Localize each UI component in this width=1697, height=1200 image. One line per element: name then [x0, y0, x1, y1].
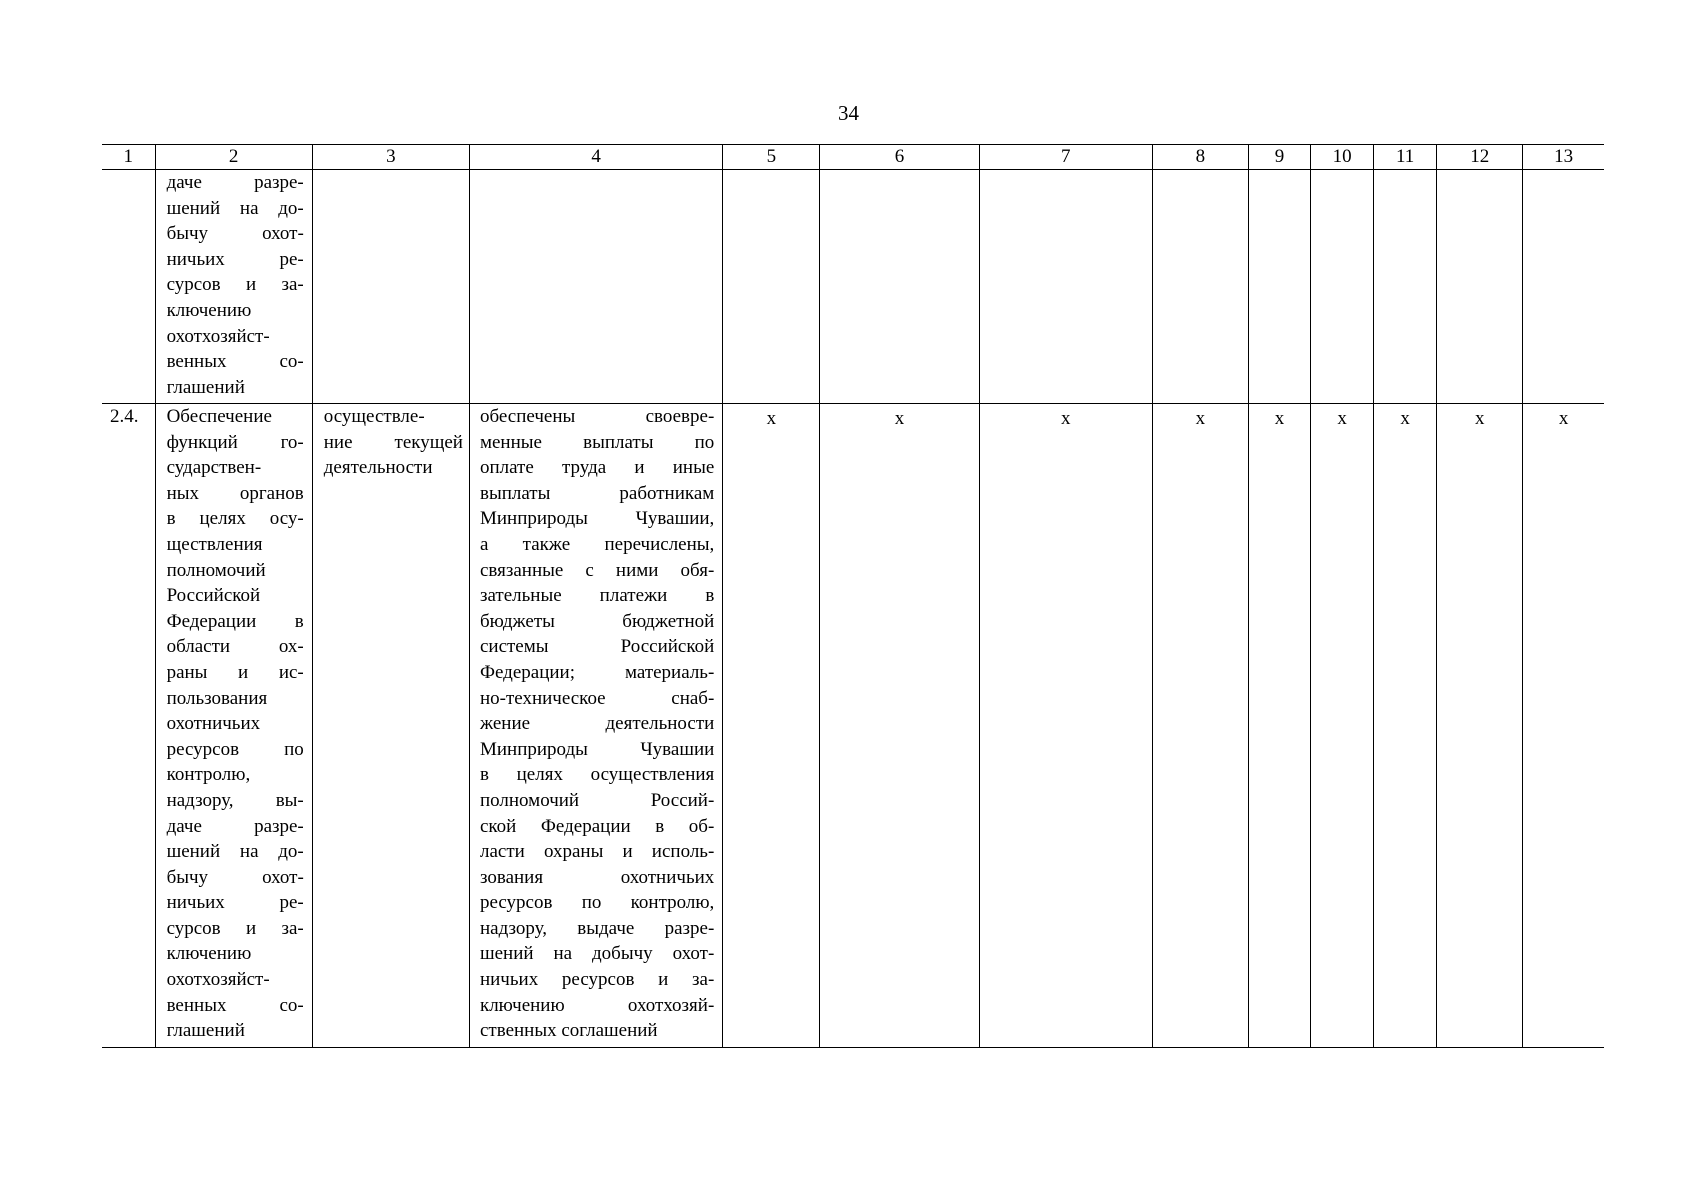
mark-cell	[820, 170, 979, 404]
text-line: менные выплаты по	[479, 431, 715, 453]
header-cell: 3	[312, 145, 469, 170]
text-line: связанные с ними обя-	[479, 559, 715, 581]
text-line: венных со-	[166, 351, 304, 373]
mark-cell: х	[1523, 404, 1604, 1048]
text-line: шений на до-	[166, 197, 304, 219]
text-line: полномочий Россий-	[479, 789, 715, 811]
header-cell: 12	[1437, 145, 1523, 170]
text-line: сударствен-	[166, 457, 262, 479]
text-line: надзору, вы-	[166, 789, 304, 811]
text-line: ничьих ресурсов и за-	[479, 969, 715, 991]
table-header-row	[102, 145, 1604, 170]
mark-cell: х	[723, 404, 820, 1048]
page-number: 34	[838, 101, 859, 125]
mark-cell	[1523, 170, 1604, 404]
text-line: сурсов и за-	[166, 917, 304, 939]
text-line: выплаты работникам	[479, 482, 715, 504]
text-line: деятельности	[323, 457, 433, 479]
text-line: ключению охотхозяй-	[479, 994, 715, 1016]
text-line: зательные платежи в	[479, 585, 715, 607]
mark-cell	[1248, 170, 1310, 404]
text-line: ных органов	[166, 482, 304, 504]
text-line: в целях осуществления	[479, 764, 715, 786]
table-row	[102, 404, 1604, 1048]
text-line: Российской	[166, 585, 261, 607]
text-line: ственных соглашений	[479, 1020, 658, 1042]
text-line: охотничьих	[166, 713, 261, 735]
mark-cell	[1152, 170, 1248, 404]
text-line: жение деятельности	[479, 713, 715, 735]
text-line: ресурсов по контролю,	[479, 892, 715, 914]
text-line: раны и ис-	[166, 661, 304, 683]
text-line: ничьих ре-	[166, 248, 304, 270]
text-line: в целях осу-	[166, 508, 304, 530]
text-line: ласти охраны и исполь-	[479, 841, 715, 863]
mark-cell: х	[1311, 404, 1374, 1048]
text-line: ключению	[166, 943, 252, 965]
text-line: глашений	[166, 1020, 245, 1042]
text-line: оплате труда и иные	[479, 457, 715, 479]
text-line: сурсов и за-	[166, 274, 304, 296]
mark-cell: х	[820, 404, 979, 1048]
text-line: пользования	[166, 687, 268, 709]
text-line: шений на добычу охот-	[479, 943, 715, 965]
mark-cell: х	[1248, 404, 1310, 1048]
data-table	[102, 144, 1604, 1048]
expected-result-cell	[469, 170, 722, 404]
mark-cell	[979, 170, 1152, 404]
text-line: полномочий	[166, 559, 266, 581]
header-cell: 1	[102, 145, 155, 170]
mark-cell: х	[1374, 404, 1437, 1048]
expected-result-cell	[469, 404, 722, 1048]
text-line: обеспечены своевре-	[479, 406, 715, 427]
header-cell: 13	[1523, 145, 1604, 170]
text-line: Федерации; материаль-	[479, 661, 715, 683]
text-line: даче разре-	[166, 815, 304, 837]
text-line: Федерации в	[166, 610, 304, 632]
text-line: области ох-	[166, 636, 304, 658]
header-cell: 10	[1311, 145, 1374, 170]
mark-cell: х	[979, 404, 1152, 1048]
header-cell: 5	[723, 145, 820, 170]
text-line: даче разре-	[166, 172, 304, 193]
header-cell: 7	[979, 145, 1152, 170]
responsible-cell	[312, 170, 469, 404]
text-line: Минприроды Чувашии,	[479, 508, 715, 530]
text-line: ществления	[166, 533, 263, 555]
table-row	[102, 170, 1604, 404]
text-line: ние текущей	[323, 431, 463, 453]
text-line: а также перечислены,	[479, 533, 715, 555]
text-line: бюджеты бюджетной	[479, 610, 715, 632]
mark-cell: х	[1152, 404, 1248, 1048]
text-line: венных со-	[166, 994, 304, 1016]
text-line: надзору, выдаче разре-	[479, 917, 715, 939]
text-line: бычу охот-	[166, 866, 304, 888]
responsible-cell	[312, 404, 469, 1048]
text-line: Минприроды Чувашии	[479, 738, 715, 760]
text-line: функций го-	[166, 431, 304, 453]
text-line: ничьих ре-	[166, 892, 304, 914]
text-line: ской Федерации в об-	[479, 815, 715, 837]
header-cell: 11	[1374, 145, 1437, 170]
text-line: Обеспечение	[166, 406, 272, 427]
text-line: шений на до-	[166, 841, 304, 863]
text-line: охотхозяйст-	[166, 325, 270, 347]
row-number-cell: 2.4.	[102, 404, 155, 1048]
header-cell: 9	[1248, 145, 1310, 170]
mark-cell: х	[1437, 404, 1523, 1048]
text-line: ресурсов по	[166, 738, 304, 760]
mark-cell	[1311, 170, 1374, 404]
header-cell: 2	[155, 145, 312, 170]
event-name-cell	[155, 170, 312, 404]
text-line: осуществле-	[323, 406, 425, 427]
mark-cell	[1437, 170, 1523, 404]
text-line: ключению	[166, 299, 252, 321]
text-line: контролю,	[166, 764, 251, 786]
text-line: бычу охот-	[166, 223, 304, 245]
header-cell: 6	[820, 145, 979, 170]
text-line: зования охотничьих	[479, 866, 715, 888]
text-line: системы Российской	[479, 636, 715, 658]
row-number-cell	[102, 170, 155, 404]
event-name-cell	[155, 404, 312, 1048]
text-line: глашений	[166, 376, 245, 398]
text-line: но-техническое снаб-	[479, 687, 715, 709]
mark-cell	[723, 170, 820, 404]
text-line: охотхозяйст-	[166, 969, 270, 991]
mark-cell	[1374, 170, 1437, 404]
header-cell: 4	[469, 145, 722, 170]
header-cell: 8	[1152, 145, 1248, 170]
